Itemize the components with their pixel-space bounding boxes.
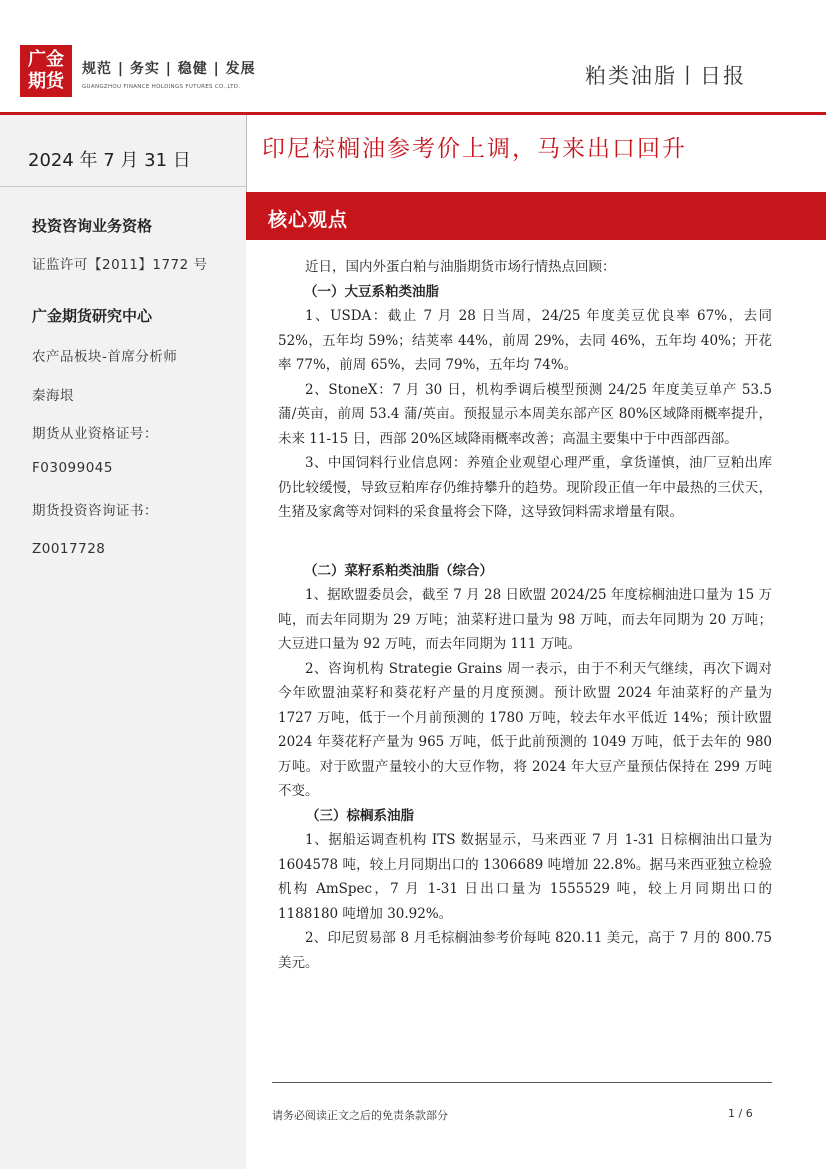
section-title: 核心观点	[268, 209, 349, 231]
section-heading-palm: （三）棕榈系油脂	[306, 807, 414, 824]
qualification-license: 证监许可【2011】1772 号	[32, 257, 208, 273]
invest-cert-number: Z0017728	[32, 541, 106, 557]
paragraph-stonex: 2、StoneX：7 月 30 日，机构季调后模型预测 24/25 年度美豆单产 53.5 蒲/英亩，前周 53.4 蒲/英亩。预报显示本周美东部产区 80%区域降雨概率提升，未来 11-15 日，西部 20%区域降雨概率改善；高温主要集中于中西部西部。	[278, 381, 772, 447]
paragraph-indonesia-price: 2、印尼贸易部 8 月毛棕榈油参考价每吨 820.11 美元，高于 7 月的 800.75 美元。	[278, 930, 772, 971]
research-center-name: 广金期货研究中心	[32, 307, 153, 325]
futures-cert-label: 期货从业资格证号：	[32, 426, 158, 442]
logo-text-line2: 期货	[28, 71, 64, 92]
paragraph-its-exports: 1、据船运调查机构 ITS 数据显示，马来西亚 7 月 1-31 日棕榈油出口量为 1604578 吨，较上月同期出口的 1306689 吨增加 22.8%。据马来西亚独立检验机构 AmSpec，7 月 1-31 日出口量为 1555529 吨，较上月同期出口的 1188180 吨增加 30.92%。	[278, 832, 772, 922]
company-slogan: 规范 | 务实 | 稳健 | 发展	[82, 61, 256, 77]
footer-disclaimer: 请务必阅读正文之后的免责条款部分	[272, 1109, 448, 1122]
paragraph-spacer	[278, 525, 772, 559]
section-heading-soybean: （一）大豆系粕类油脂	[304, 283, 439, 300]
report-type: 粕类油脂丨日报	[585, 64, 746, 88]
qualification-title: 投资咨询业务资格	[32, 217, 153, 235]
report-body	[278, 255, 772, 975]
sidebar	[0, 115, 246, 1169]
sidebar-divider	[0, 186, 246, 187]
paragraph-usda: 1、USDA：截止 7 月 28 日当周，24/25 年度美豆优良率 67%，去同 52%，五年均 59%；结荚率 44%，前周 29%，去同 46%，五年均 40%；开花率 77%，前周 65%，去同 79%，五年均 74%。	[278, 308, 772, 373]
page-number: 1 / 6	[728, 1107, 753, 1120]
paragraph-feed-industry: 3、中国饲料行业信息网：养殖企业观望心理严重，拿货谨慎，油厂豆粕出库仍比较缓慢，导致豆粕库存仍维持攀升的趋势。现阶段正值一年中最热的三伏天，生猪及家禽等对饲料的采食量将会下降，这导致饲料需求增量有限。	[278, 455, 772, 520]
report-date: 2024 年 7 月 31 日	[28, 150, 191, 171]
report-title: 印尼棕榈油参考价上调，马来出口回升	[262, 136, 687, 162]
paragraph-strategie-grains: 2、咨询机构 Strategie Grains 周一表示，由于不利天气继续，再次下调对今年欧盟油菜籽和葵花籽产量的月度预测。预计欧盟 2024 年油菜籽的产量为 1727 万吨，低于一个月前预测的 1780 万吨，较去年水平低近 14%；预计欧盟 2024 年葵花籽产量为 965 万吨，低于此前预测的 1049 万吨，低于去年的 980 万吨。对于欧盟产量较小的大豆作物，将 2024 年大豆产量预估保持在 299 万吨不变。	[278, 660, 772, 799]
invest-cert-label: 期货投资咨询证书：	[32, 503, 158, 519]
company-english-name: GUANGZHOU FINANCE HOLDINGS FUTURES CO.,LTD.	[82, 84, 241, 90]
section-heading-rapeseed: （二）菜籽系粕类油脂（综合）	[304, 562, 493, 579]
paragraph-eu-commission: 1、据欧盟委员会，截至 7 月 28 日欧盟 2024/25 年度棕榈油进口量为 15 万吨，而去年同期为 29 万吨；油菜籽进口量为 98 万吨，而去年同期为 20 万吨；大豆进口量为 92 万吨，而去年同期为 111 万吨。	[278, 587, 772, 652]
analyst-role: 农产品板块-首席分析师	[32, 349, 178, 365]
intro-paragraph: 近日，国内外蛋白粕与油脂期货市场行情热点回顾：	[305, 259, 616, 275]
footer-divider	[272, 1082, 772, 1083]
logo-text-line1: 广金	[28, 49, 64, 70]
analyst-name: 秦海垠	[32, 388, 74, 404]
futures-cert-number: F03099045	[32, 460, 113, 476]
company-logo	[20, 45, 72, 97]
